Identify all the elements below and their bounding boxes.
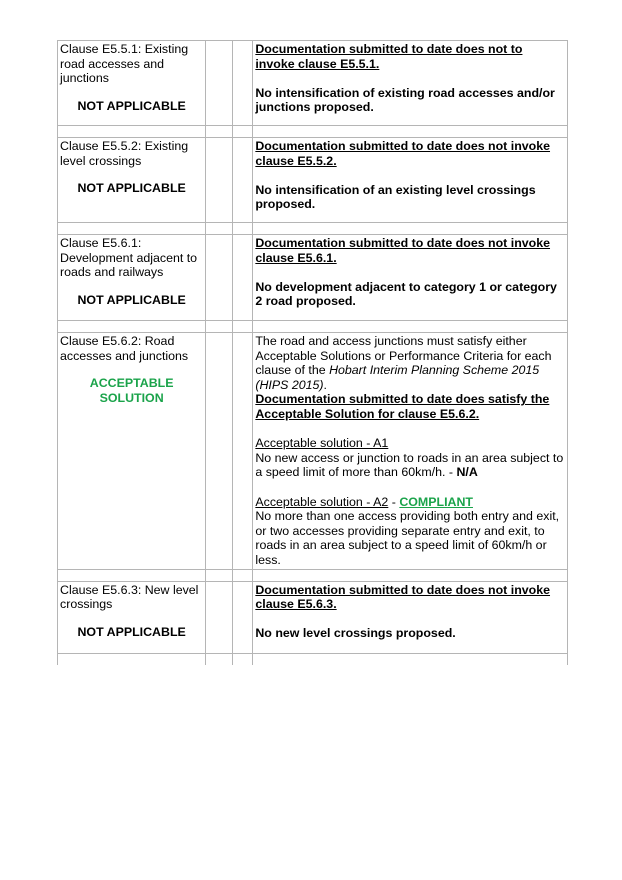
table-row xyxy=(58,235,568,321)
documentation-statement: Documentation submitted to date does not invoke clause E5.6.3. xyxy=(255,582,551,612)
documentation-statement: Documentation submitted to date does not invoke clause E5.6.1. xyxy=(255,236,551,265)
clause-title: Clause E5.5.2: Existing level crossings xyxy=(60,139,189,168)
clause-title: Clause E5.6.2: Road accesses and junctions xyxy=(60,334,189,363)
status-label: NOT APPLICABLE xyxy=(77,292,186,307)
compliant-badge: COMPLIANT xyxy=(399,494,473,509)
scheme-name: Hobart Interim Planning Scheme 2015 (HIPS 2015) xyxy=(255,363,540,392)
table-row xyxy=(58,333,568,570)
documentation-statement: Documentation submitted to date does satisfy the Acceptable Solution for clause E5.6.2. xyxy=(255,392,550,421)
assessment-detail: No new level crossings proposed. xyxy=(255,626,456,641)
assessment-table xyxy=(57,40,568,665)
acceptable-solution-a1-text: No new access or junction to roads in an area subject to a speed limit of more than 60km/h. - N/A xyxy=(255,450,564,480)
clause-title: Clause E5.5.1: Existing road accesses and junctions xyxy=(60,42,189,86)
clause-cell xyxy=(58,41,206,126)
spacer-row xyxy=(58,223,568,235)
clause-cell xyxy=(58,235,206,321)
spacer-row xyxy=(58,126,568,138)
spacer-row xyxy=(58,569,568,581)
table-row xyxy=(58,138,568,223)
assessment-detail: No development adjacent to category 1 or category 2 road proposed. xyxy=(255,279,557,309)
documentation-statement: Documentation submitted to date does not to invoke clause E5.5.1. xyxy=(255,42,523,71)
spacer-row xyxy=(58,653,568,665)
a1-result: N/A xyxy=(456,465,478,480)
status-label: ACCEPTABLE SOLUTION xyxy=(89,376,174,405)
clause-title: Clause E5.6.1: Development adjacent to roads and railways xyxy=(60,236,198,280)
assessment-detail: No intensification of existing road accesses and/or junctions proposed. xyxy=(255,85,555,115)
assessment-cell xyxy=(253,138,568,223)
acceptable-solution-a2-text: No more than one access providing both entry and exit, or two accesses providing separate entry and exit, to roads in an area subject to a speed limit of 60km/h or less. xyxy=(255,509,560,567)
status-label: NOT APPLICABLE xyxy=(77,624,186,639)
assessment-cell xyxy=(253,333,568,570)
status-label: NOT APPLICABLE xyxy=(77,181,186,196)
clause-cell xyxy=(58,333,206,570)
clause-title: Clause E5.6.3: New level crossings xyxy=(60,582,199,612)
spacer-row xyxy=(58,321,568,333)
clause-cell xyxy=(58,138,206,223)
table-row xyxy=(58,41,568,126)
acceptable-solution-a1-heading: Acceptable solution - A1 xyxy=(255,436,389,451)
assessment-cell xyxy=(253,41,568,126)
acceptable-solution-a2-heading: Acceptable solution - A2 - COMPLIANT xyxy=(255,494,473,509)
documentation-statement: Documentation submitted to date does not invoke clause E5.5.2. xyxy=(255,139,551,168)
assessment-cell xyxy=(253,235,568,321)
clause-cell xyxy=(58,581,206,653)
table-row xyxy=(58,581,568,653)
status-label: NOT APPLICABLE xyxy=(77,98,186,113)
assessment-cell xyxy=(253,581,568,653)
requirement-intro: The road and access junctions must satisfy either Acceptable Solutions or Performance Criteria for each clause of the Hobart Interim Planning Scheme 2015 (HIPS 2015). xyxy=(255,334,552,392)
assessment-detail: No intensification of an existing level crossings proposed. xyxy=(255,182,536,212)
